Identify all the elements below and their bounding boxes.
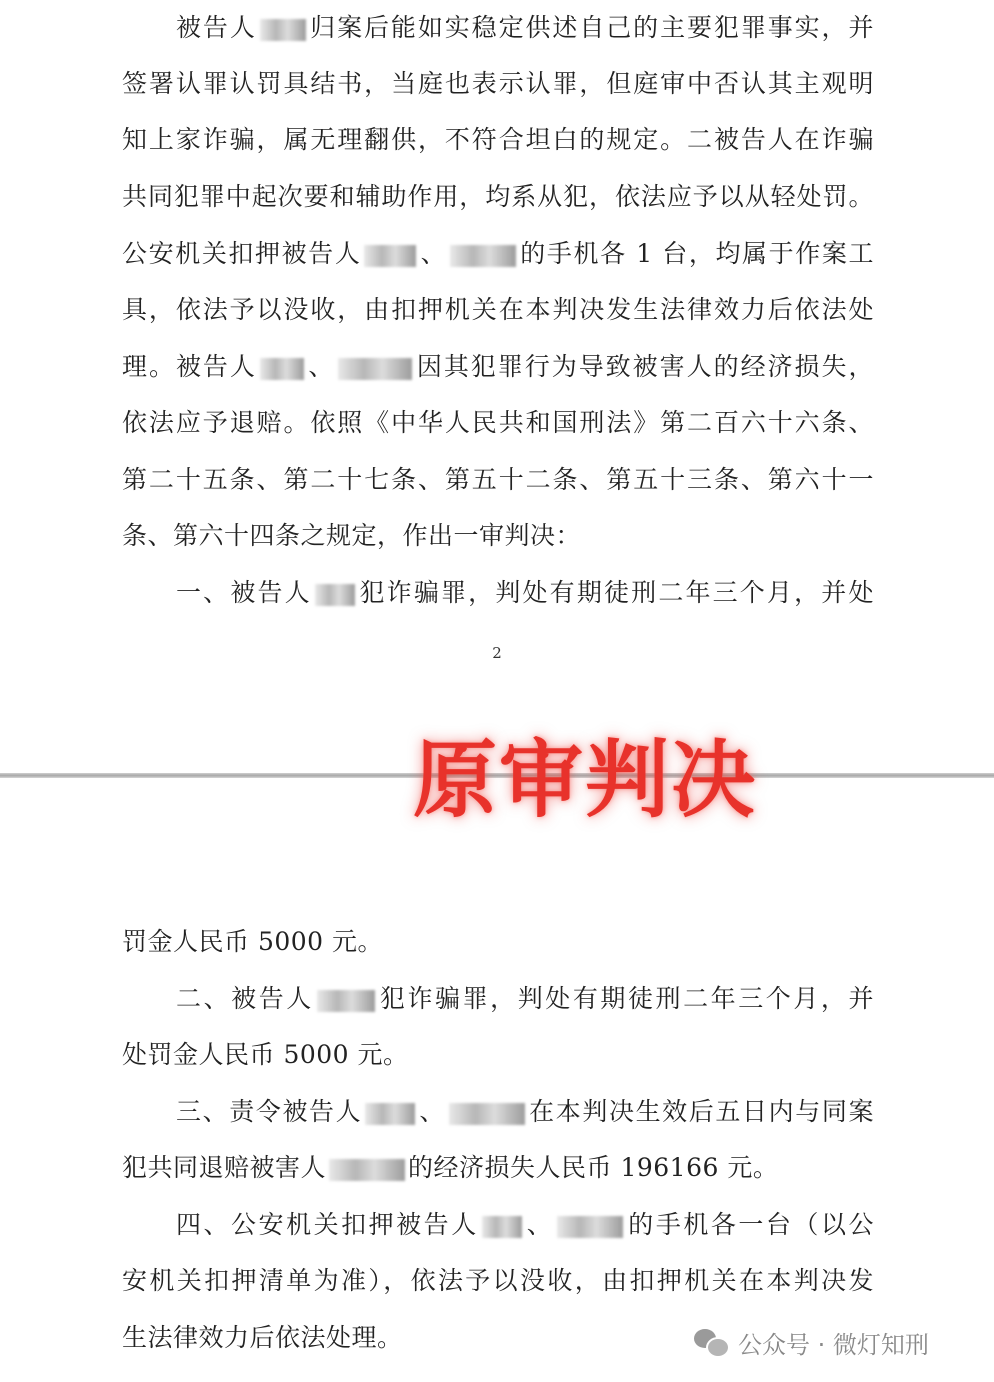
text-line: 共同犯罪中起次要和辅助作用，均系从犯，依法应予以从轻处罚。: [122, 182, 874, 211]
redacted-name: [450, 245, 516, 267]
redacted-name: [329, 1159, 405, 1181]
redacted-name: [557, 1216, 623, 1238]
watermark: [694, 1322, 929, 1362]
text-line: 公安机关扣押被告人 、 的手机各 1 台，均属于作案工: [122, 239, 874, 268]
text-line: 具，依法予以没收，由扣押机关在本判决发生法律效力后依法处: [122, 295, 874, 324]
watermark-text: 公众号 · 微灯知刑: [738, 1330, 929, 1359]
text-line: 四、公安机关扣押被告人 、 的手机各一台（以公: [176, 1210, 874, 1239]
page-number: 2: [492, 644, 502, 662]
redacted-name: [260, 358, 304, 380]
redacted-name: [338, 358, 412, 380]
redacted-name: [260, 19, 306, 41]
text-line: 罚金人民币 5000 元。: [122, 927, 384, 956]
text-line: 第二十五条、第二十七条、第五十二条、第五十三条、第六十一: [122, 465, 874, 494]
text-line: 依法应予退赔。依照《中华人民共和国刑法》第二百六十六条、: [122, 408, 874, 437]
original-judgment-stamp: 原审判决: [412, 731, 757, 829]
text-line: 被告人 归案后能如实稳定供述自己的主要犯罪事实，并: [176, 13, 874, 42]
wechat-icon: [694, 1327, 728, 1357]
text-line: 理。被告人 、 因其犯罪行为导致被害人的经济损失，: [122, 352, 874, 381]
redacted-name: [365, 1103, 415, 1125]
text-line: 处罚金人民币 5000 元。: [122, 1040, 409, 1069]
text-line: 一、被告人 犯诈骗罪，判处有期徒刑二年三个月，并处: [176, 578, 874, 607]
redacted-name: [364, 245, 416, 267]
text-line: 二、被告人 犯诈骗罪，判处有期徒刑二年三个月，并: [176, 984, 874, 1013]
text-line: 知上家诈骗，属无理翻供，不符合坦白的规定。二被告人在诈骗: [122, 125, 874, 154]
text-line: 安机关扣押清单为准），依法予以没收，由扣押机关在本判决发: [122, 1266, 874, 1295]
redacted-name: [482, 1216, 522, 1238]
text-line: 条、第六十四条之规定，作出一审判决：: [122, 521, 582, 550]
redacted-name: [315, 584, 355, 606]
text-line: 生法律效力后依法处理。: [122, 1323, 403, 1352]
text-line: 三、责令被告人 、 在本判决生效后五日内与同案: [176, 1097, 874, 1126]
text-line: 犯共同退赔被害人 的经济损失人民币 196166 元。: [122, 1153, 779, 1182]
redacted-name: [317, 990, 375, 1012]
text-line: 签署认罪认罚具结书，当庭也表示认罪，但庭审中否认其主观明: [122, 69, 874, 98]
redacted-name: [449, 1103, 525, 1125]
